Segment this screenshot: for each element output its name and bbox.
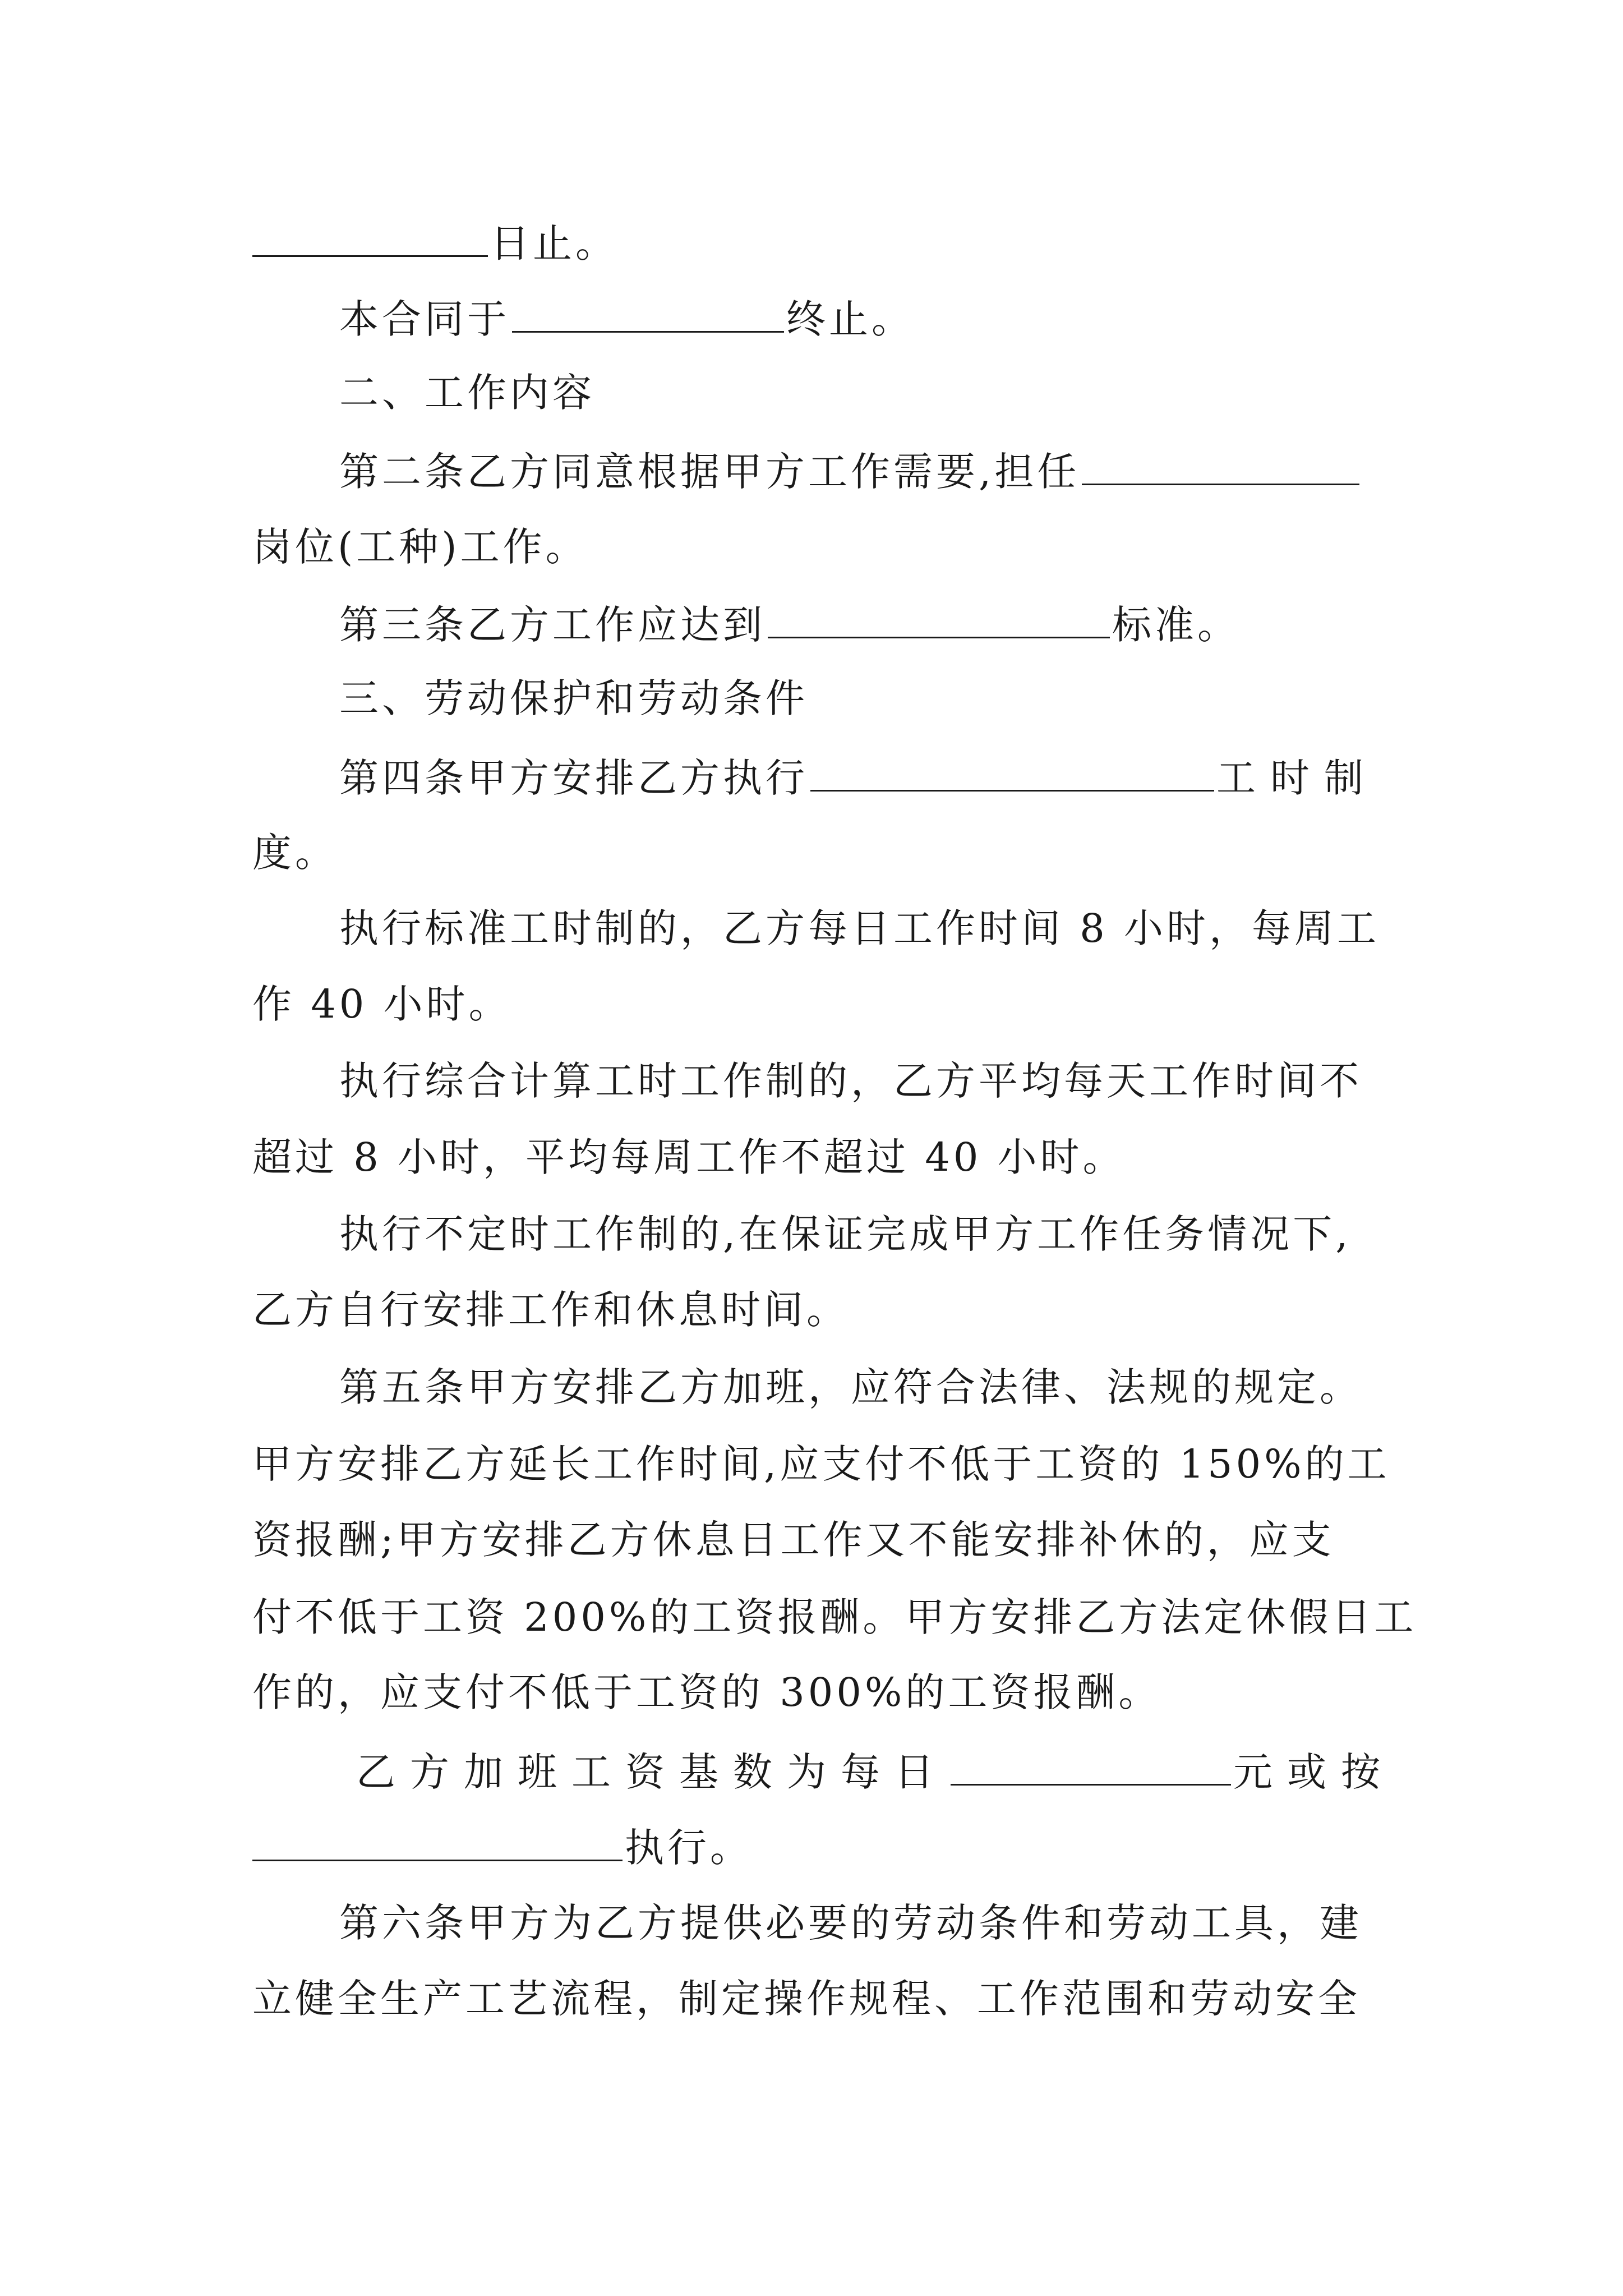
text-line [339,597,1240,650]
fill-in-blank [512,292,784,333]
fill-in-blank [951,1745,1231,1786]
text-span: 执行。 [625,1825,753,1871]
fill-in-blank [252,1820,623,1861]
text-span: 日止。 [490,220,618,266]
text-span: 标准。 [1112,602,1240,648]
text-line: 资报酬;甲方安排乙方休息日工作又不能安排补休的，应支 [252,1517,1335,1563]
text-line: 付不低于工资 200%的工资报酬。甲方安排乙方法定休假日工 [252,1594,1417,1640]
text-span: 终止。 [786,296,914,342]
text-line: 作的，应支付不低于工资的 300%的工资报酬。 [252,1669,1161,1715]
text-line: 第六条甲方为乙方提供必要的劳动条件和劳动工具，建 [339,1900,1362,1946]
text-line: 度。 [252,830,338,876]
text-line [339,751,1378,803]
section-heading: 二、工作内容 [339,370,595,416]
text-line [356,1745,1395,1797]
text-line: 乙方自行安排工作和休息时间。 [252,1287,849,1333]
text-line: 岗位(工种)工作。 [252,524,588,570]
text-line: 执行综合计算工时工作制的，乙方平均每天工作时间不 [339,1058,1362,1104]
section-heading: 三、劳动保护和劳动条件 [339,675,808,721]
text-line [339,444,1362,497]
text-line: 第五条甲方安排乙方加班，应符合法律、法规的规定。 [339,1364,1362,1410]
text-line [339,292,914,344]
fill-in-blank [810,751,1214,792]
text-line: 执行标准工时制的，乙方每日工作时间 8 小时，每周工 [339,905,1380,951]
text-span: 本合同于 [339,296,510,342]
text-span: 第四条甲方安排乙方执行 [339,755,808,801]
text-span: 第二条乙方同意根据甲方工作需要,担任 [339,449,1080,495]
fill-in-blank [768,597,1110,638]
text-line: 立健全生产工艺流程，制定操作规程、工作范围和劳动安全 [252,1976,1361,2022]
text-line: 超过 8 小时，平均每周工作不超过 40 小时。 [252,1134,1126,1180]
text-span: 工时制 [1216,755,1378,801]
text-span: 乙方加班工资基数为每日 [356,1749,948,1795]
fill-in-blank [252,216,488,257]
text-line: 执行不定时工作制的,在保证完成甲方工作任务情况下, [339,1211,1352,1257]
text-span: 第三条乙方工作应达到 [339,602,766,648]
text-line: 作 40 小时。 [252,981,511,1027]
text-span: 元或按 [1233,1749,1395,1795]
fill-in-blank [1082,444,1359,485]
text-line [252,1820,753,1873]
text-line: 甲方安排乙方延长工作时间,应支付不低于工资的 150%的工 [252,1441,1390,1487]
text-line [252,216,618,269]
